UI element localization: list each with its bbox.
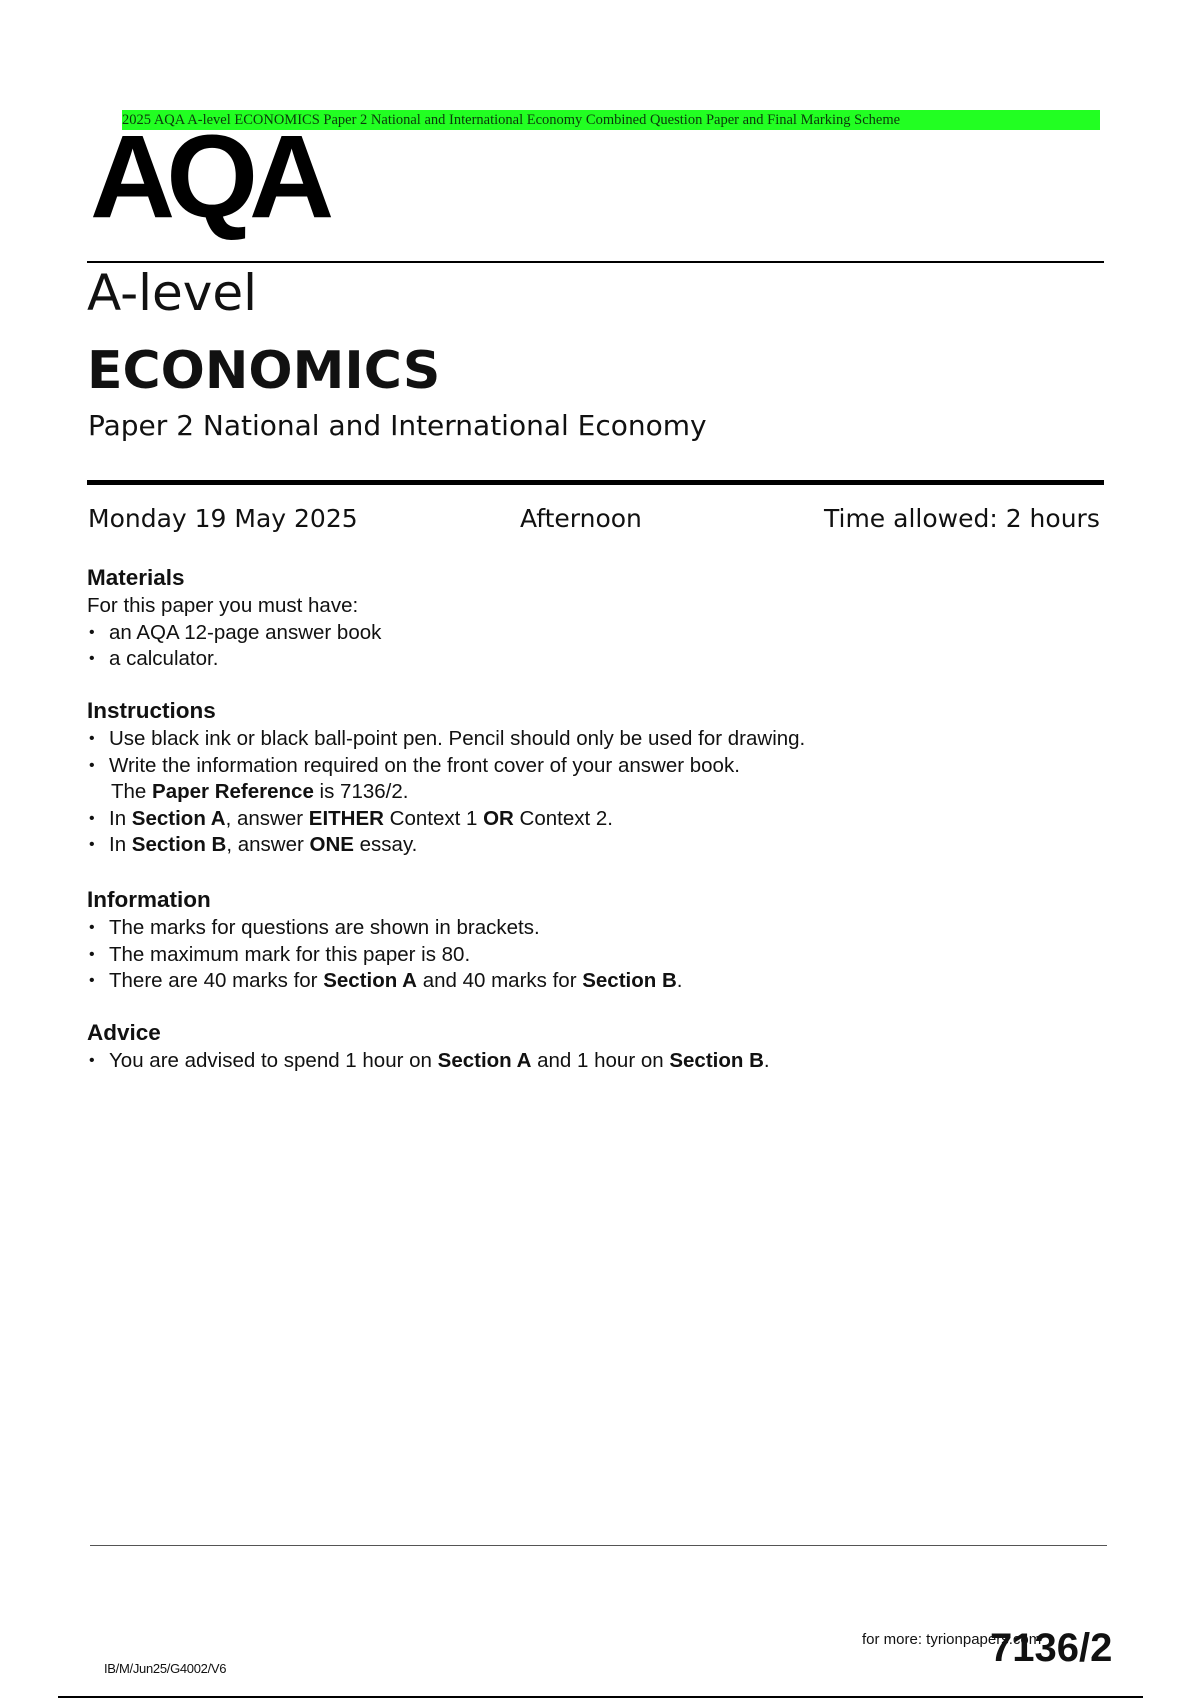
text-fragment: The <box>111 780 153 803</box>
text-fragment: Context 1 <box>383 806 484 830</box>
advice-section <box>87 1019 1087 1075</box>
title-banner: 2025 AQA A-level ECONOMICS Paper 2 National and International Economy Combined Question Paper and Final Marking Scheme <box>122 110 1100 130</box>
text-fragment: You are advised to spend 1 hour on <box>109 1049 438 1072</box>
materials-section <box>87 564 1087 673</box>
exam-session: Afternoon <box>520 504 642 533</box>
subject-title: ECONOMICS <box>87 341 441 401</box>
text-fragment: There are 40 marks for <box>109 969 324 992</box>
qualification-level: A-level <box>87 264 258 322</box>
advice-heading: Advice <box>87 1020 161 1045</box>
exam-date: Monday 19 May 2025 <box>88 504 358 533</box>
instructions-list <box>87 726 1087 859</box>
paper-title: Paper 2 National and International Economy <box>88 409 707 442</box>
list-item: • Use black ink or black ball-point pen. Pencil should only be used for drawing. <box>87 726 1087 753</box>
bold-text: EITHER <box>308 806 384 830</box>
top-rule <box>87 261 1104 263</box>
text-fragment: is 7136/2. <box>313 780 409 803</box>
list-item: • an AQA 12-page answer book <box>87 620 1087 647</box>
paper-reference: 7136/2 <box>990 1626 1113 1670</box>
bold-text: OR <box>483 806 514 830</box>
text-fragment: , answer <box>226 833 310 856</box>
text-fragment: , answer <box>225 806 309 830</box>
bold-text: Section B <box>131 833 227 856</box>
page-bottom-rule <box>58 1696 1143 1698</box>
bottom-rule <box>90 1545 1107 1546</box>
list-item <box>87 806 1087 833</box>
materials-intro: For this paper you must have: <box>87 594 359 617</box>
bold-text: Section B <box>582 969 677 992</box>
text-fragment: Context 2. <box>513 806 613 830</box>
information-list <box>87 915 1087 995</box>
bold-text: Section B <box>669 1049 764 1072</box>
information-heading: Information <box>87 887 211 912</box>
advice-list <box>87 1048 1087 1075</box>
materials-list <box>87 620 1087 673</box>
information-section <box>87 886 1087 995</box>
text-fragment: . <box>763 1049 770 1072</box>
thick-rule <box>87 480 1104 485</box>
source-note: for more: tyrionpapers.com <box>862 1631 1042 1648</box>
bold-text: ONE <box>309 833 354 856</box>
text-fragment: . <box>676 969 683 992</box>
text-fragment: In <box>109 833 132 856</box>
list-item: • The maximum mark for this paper is 80. <box>87 942 1087 969</box>
list-item <box>87 832 1087 859</box>
materials-heading: Materials <box>87 565 185 590</box>
list-item: • a calculator. <box>87 646 1087 673</box>
document-code: IB/M/Jun25/G4002/V6 <box>104 1661 227 1676</box>
instructions-section <box>87 697 1087 859</box>
list-item <box>87 968 1087 995</box>
list-item: • The marks for questions are shown in brackets. <box>87 915 1087 942</box>
text-fragment: In <box>109 806 132 830</box>
paper-reference-line <box>87 779 1087 806</box>
instructions-heading: Instructions <box>87 698 216 723</box>
text-fragment: and 40 marks for <box>417 969 583 992</box>
time-allowed: Time allowed: 2 hours <box>824 504 1100 533</box>
list-item <box>87 1048 1087 1075</box>
aqa-logo: AQA <box>90 111 326 243</box>
bold-text: Section A <box>323 969 417 992</box>
bold-text: Section A <box>437 1049 532 1072</box>
list-item: • Write the information required on the front cover of your answer book. <box>87 753 1087 780</box>
bold-text: Section A <box>131 806 226 830</box>
text-fragment: and 1 hour on <box>531 1049 670 1072</box>
bold-text: Paper Reference <box>152 780 314 803</box>
text-fragment: essay. <box>353 833 418 856</box>
